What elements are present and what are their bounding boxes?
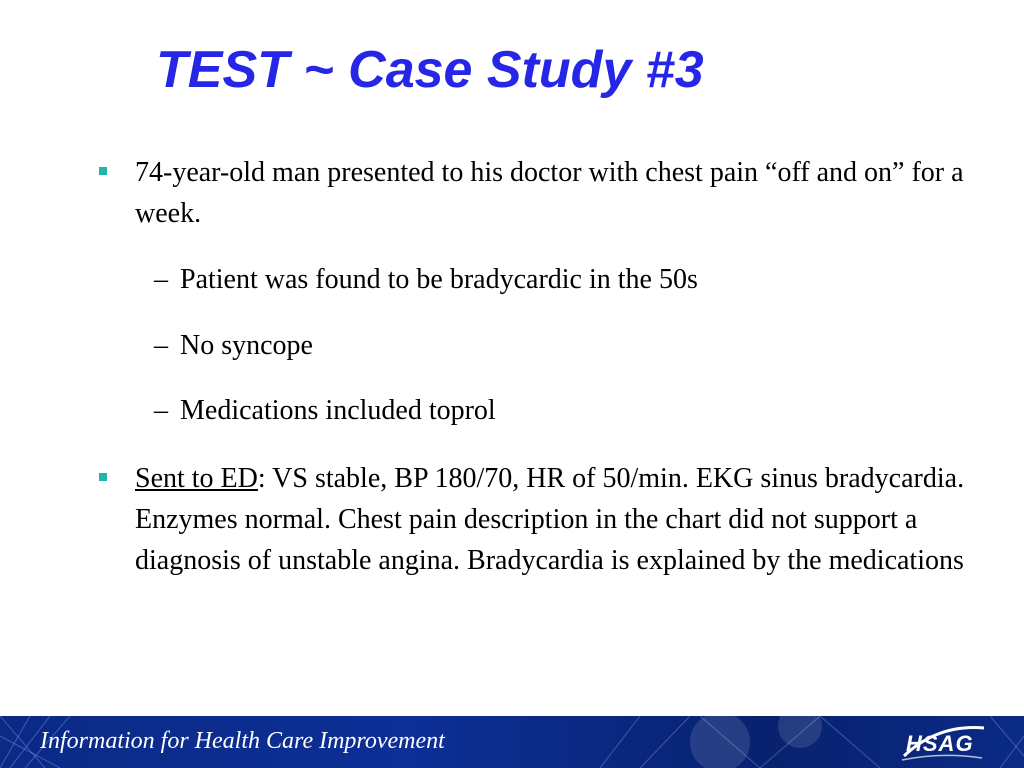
dash-bullet-icon: – xyxy=(154,264,168,295)
hsag-logo xyxy=(898,722,988,762)
slide-title: TEST ~ Case Study #3 xyxy=(156,41,704,99)
dash-bullet-icon: – xyxy=(154,330,168,361)
sub-bullet-text-3: Medications included toprol xyxy=(180,395,496,426)
bullet-item-2 xyxy=(135,458,965,581)
sub-bullet-3 xyxy=(154,390,960,431)
sub-bullet-text-2: No syncope xyxy=(180,330,313,361)
bullet-text-1: 74-year-old man presented to his doctor with chest pain “off and on” for a week. xyxy=(135,157,964,229)
square-bullet-icon xyxy=(99,473,107,481)
footer-banner xyxy=(0,716,1024,768)
square-bullet-icon xyxy=(99,167,107,175)
sent-to-ed-label: Sent to ED xyxy=(135,463,258,494)
footer-tagline: Information for Health Care Improvement xyxy=(40,728,445,754)
sub-bullet-2 xyxy=(154,325,960,366)
bullet-item-1 xyxy=(135,152,965,234)
hsag-logo-text: HSAG xyxy=(906,731,974,756)
sub-bullet-1 xyxy=(154,259,960,300)
dash-bullet-icon: – xyxy=(154,395,168,426)
bullet-text-2: : VS stable, BP 180/70, HR of 50/min. EKG sinus bradycardia. Enzymes normal. Chest pain description in the chart did not support a diagnosis of unstable angina. Bradycardia is explained by the medications xyxy=(135,463,965,576)
sub-bullet-text-1: Patient was found to be bradycardic in the 50s xyxy=(180,264,698,295)
